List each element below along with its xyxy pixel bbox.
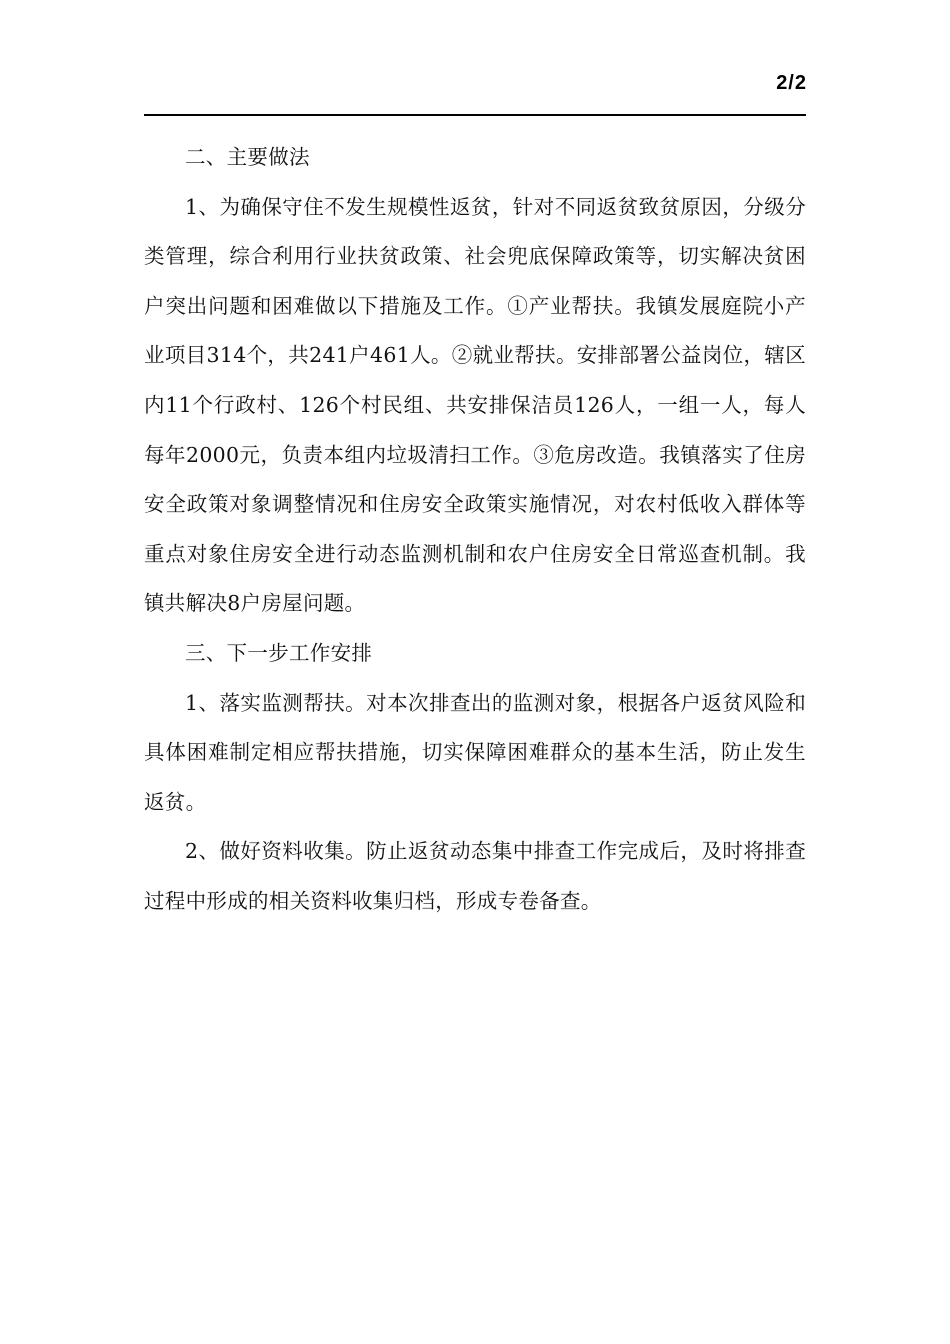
page-number: 2/2 <box>776 72 807 94</box>
paragraph-next-steps-2: 2、做好资料收集。防止返贫动态集中排查工作完成后，及时将排查过程中形成的相关资料收集归档，形成专卷备查。 <box>144 839 806 913</box>
paragraph-next-steps-1: 1、落实监测帮扶。对本次排查出的监测对象，根据各户返贫风险和具体困难制定相应帮扶措施，切实保障困难群众的基本生活，防止发生返贫。 <box>144 690 806 814</box>
paragraph-main-practices-1: 1、为确保守住不发生规模性返贫，针对不同返贫致贫原因，分级分类管理，综合利用行业扶贫政策、社会兜底保障政策等，切实解决贫困户突出问题和困难做以下措施及工作。①产业帮扶。我镇发展庭院小产业项目314个，共241户461人。②就业帮扶。安排部署公益岗位，辖区内11个行政村、126个村民组、共安排保洁员126人，一组一人，每人每年2000元，负责本组内垃圾清扫工作。③危房改造。我镇落实了住房安全政策对象调整情况和住房安全政策实施情况，对农村低收入群体等重点对象住房安全进行动态监测机制和农户住房安全日常巡查机制。我镇共解决8户房屋问题。 <box>144 194 806 616</box>
document-body <box>144 133 806 927</box>
section-heading-next-steps: 三、下一步工作安排 <box>185 640 373 665</box>
header-divider <box>144 114 806 116</box>
section-heading-main-practices: 二、主要做法 <box>185 145 310 169</box>
